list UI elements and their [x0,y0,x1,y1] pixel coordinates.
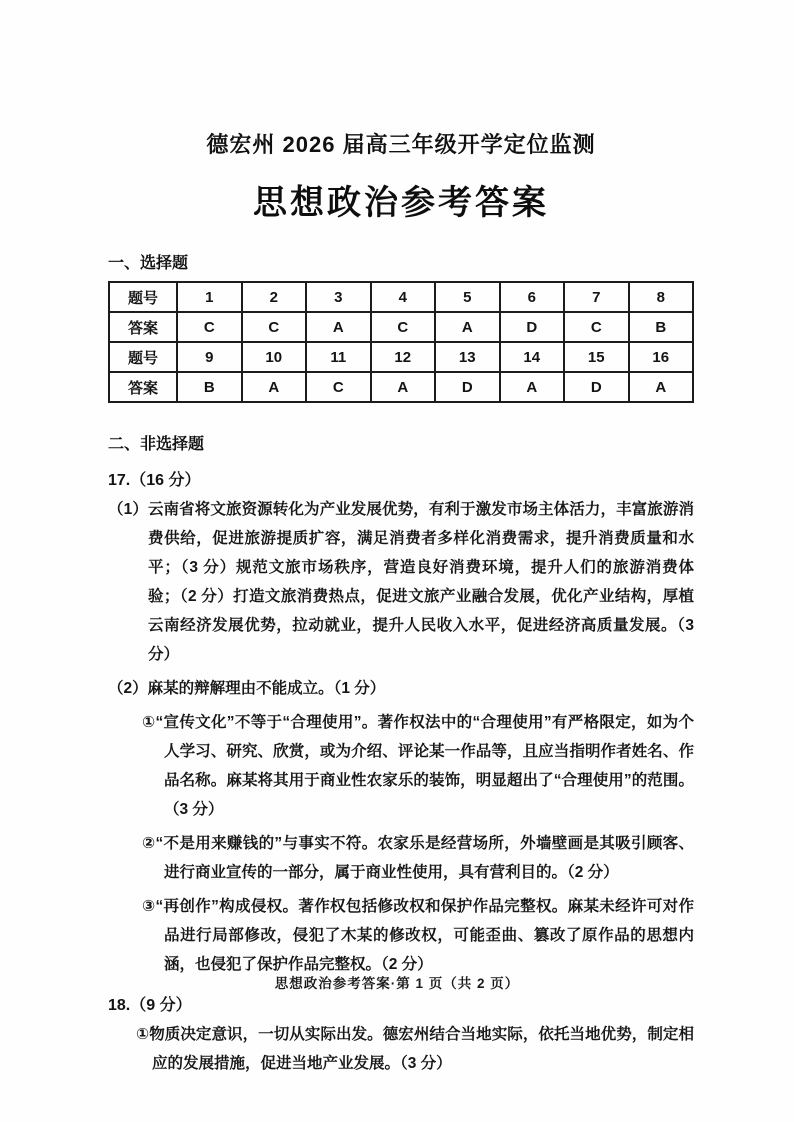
question-18-header: 18.（9 分） [108,997,192,1014]
point-label: ③ [142,898,156,915]
answer-cell: C [371,312,436,342]
question-18-point-1 [136,1020,694,1078]
answer-cell: D [564,372,629,402]
point-text: “宣传文化”不等于“合理使用”。著作权法中的“合理使用”有严格限定，如为个人学习、研究、欣赏，或为介绍、评论某一作品等，且应当指明作者姓名、作品名称。麻某将其用于商业性农家乐的装饰，明显超出了“合理使用”的范围。（3 分） [155,714,694,818]
question-number-cell: 7 [564,282,629,312]
row-label-cell: 题号 [109,342,177,372]
point-text: 物质决定意识，一切从实际出发。德宏州结合当地实际，依托当地优势，制定相应的发展措施，促进当地产业发展。（3 分） [149,1026,694,1072]
part-text: 云南省将文旅资源转化为产业发展优势，有利于激发市场主体活力，丰富旅游消费供给，促进旅游提质扩容，满足消费者多样化消费需求，提升消费质量和水平；（3 分）规范文旅市场秩序，营造良好消费环境，提升人们的旅游消费体验；（2 分）打造文旅消费热点，促进文旅产业融合发展，优化产业结构，厚植云南经济发展优势，拉动就业，提升人民收入水平，促进经济高质量发展。（3 分） [147,501,694,663]
point-label: ① [142,714,156,731]
question-number-cell: 14 [500,342,565,372]
answer-cell: A [500,372,565,402]
part-text: 麻某的辩解理由不能成立。（1 分） [147,680,386,697]
section-heading-choice-questions: 一、选择题 [108,255,189,272]
answer-cell: B [177,372,242,402]
point-label: ① [136,1026,150,1043]
question-number-cell: 2 [242,282,307,312]
question-17-part2-point-1 [142,708,694,824]
question-number-cell: 13 [435,342,500,372]
answer-cell: A [242,372,307,402]
question-number-cell: 8 [629,282,694,312]
answer-cell: A [306,312,371,342]
question-number-cell: 15 [564,342,629,372]
question-number-cell: 11 [306,342,371,372]
answer-cell: D [435,372,500,402]
table-row-answers-1 [109,312,693,342]
question-number-cell: 1 [177,282,242,312]
part-label: （2） [108,680,148,697]
question-17-part1-answer [108,495,694,669]
answer-cell: B [629,312,694,342]
document-title: 德宏州 2026 届高三年级开学定位监测 [206,132,596,157]
part-label: （1） [108,501,148,518]
question-number-cell: 12 [371,342,436,372]
question-number-cell: 10 [242,342,307,372]
row-label-cell: 题号 [109,282,177,312]
document-content [108,0,694,1078]
point-text: “不是用来赚钱的”与事实不符。农家乐是经营场所，外墙壁画是其吸引顾客、进行商业宣传的一部分，属于商业性使用，具有营利目的。（2 分） [155,835,694,881]
point-label: ② [142,835,156,852]
point-text: “再创作”构成侵权。著作权包括修改权和保护作品完整权。麻某未经许可对作品进行局部修改，侵犯了木某的修改权，可能歪曲、篡改了原作品的思想内涵，也侵犯了保护作品完整权。（2 分） [155,898,694,973]
answer-cell: D [500,312,565,342]
question-17-part2-point-3 [142,892,694,979]
question-number-cell: 9 [177,342,242,372]
page-footer: 思想政治参考答案·第 1 页（共 2 页） [274,976,520,991]
row-label-cell: 答案 [109,312,177,342]
answer-cell: C [564,312,629,342]
question-17-part2-point-2 [142,829,694,887]
question-17-header: 17.（16 分） [108,472,201,489]
question-number-cell: 4 [371,282,436,312]
answer-cell: C [306,372,371,402]
table-row-question-numbers-1 [109,282,693,312]
answer-cell: A [629,372,694,402]
question-17-part2-answer [108,674,694,703]
table-row-answers-2 [109,372,693,402]
document-subtitle: 思想政治参考答案 [253,184,549,222]
section-heading-free-response: 二、非选择题 [108,436,205,453]
row-label-cell: 答案 [109,372,177,402]
question-number-cell: 16 [629,342,694,372]
answer-cell: A [435,312,500,342]
answer-cell: C [242,312,307,342]
question-number-cell: 6 [500,282,565,312]
question-number-cell: 3 [306,282,371,312]
answer-cell: A [371,372,436,402]
answer-table [108,281,694,403]
question-number-cell: 5 [435,282,500,312]
answer-cell: C [177,312,242,342]
table-row-question-numbers-2 [109,342,693,372]
